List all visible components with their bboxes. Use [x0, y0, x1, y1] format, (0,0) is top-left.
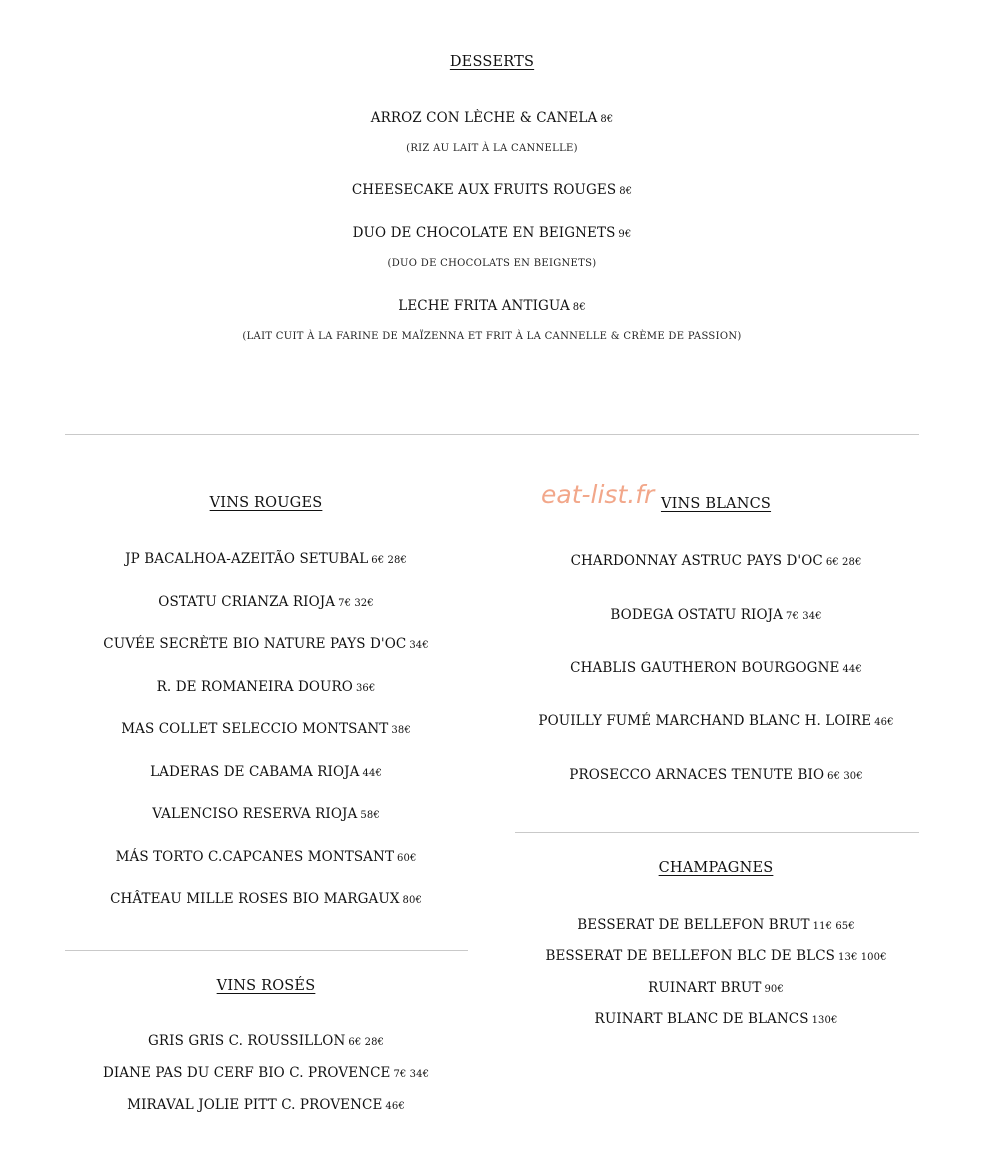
dessert-description: (LAIT CUIT À LA FARINE DE MAÏZENNA ET FRIT À LA CANNELLE & CRÈME DE PASSION): [242, 331, 742, 342]
vin-rouge-item: JP BACALHOA-AZEITÃO SETUBAL 6€ 28€: [125, 551, 407, 567]
vin-blanc-item: CHARDONNAY ASTRUC PAYS D'OC 6€ 28€: [570, 553, 862, 569]
vins-rouges-title: VINS ROUGES: [209, 495, 323, 511]
vin-rose-item: DIANE PAS DU CERF BIO C. PROVENCE 7€ 34€: [102, 1065, 430, 1081]
vin-blanc-item: PROSECCO ARNACES TENUTE BIO 6€ 30€: [569, 767, 863, 783]
champagne-item: BESSERAT DE BELLEFON BRUT 11€ 65€: [577, 917, 855, 933]
watermark-text: eat-list.fr: [541, 480, 655, 509]
champagne-item: RUINART BLANC DE BLANCS 130€: [594, 1011, 838, 1027]
vin-rouge-item: VALENCISO RESERVA RIOJA 58€: [152, 806, 380, 822]
vin-rouge-item: R. DE ROMANEIRA DOURO 36€: [156, 679, 376, 695]
champagne-item: BESSERAT DE BELLEFON BLC DE BLCS 13€ 100€: [545, 948, 887, 964]
desserts-title: DESSERTS: [449, 54, 535, 70]
section-divider: [65, 950, 468, 951]
dessert-item: CHEESECAKE AUX FRUITS ROUGES 8€: [351, 182, 633, 198]
vin-blanc-item: BODEGA OSTATU RIOJA 7€ 34€: [610, 607, 822, 623]
dessert-description: (RIZ AU LAIT À LA CANNELLE): [406, 143, 578, 154]
vin-rose-item: GRIS GRIS C. ROUSSILLON 6€ 28€: [148, 1033, 384, 1049]
vin-rouge-item: MÁS TORTO C.CAPCANES MONTSANT 60€: [115, 849, 417, 865]
vin-rouge-item: LADERAS DE CABAMA RIOJA 44€: [150, 764, 382, 780]
vin-rouge-item: MAS COLLET SELECCIO MONTSANT 38€: [121, 721, 411, 737]
vin-rouge-item: CUVÉE SECRÈTE BIO NATURE PAYS D'OC 34€: [103, 636, 429, 652]
vin-rose-item: MIRAVAL JOLIE PITT C. PROVENCE 46€: [127, 1097, 405, 1113]
champagnes-title: CHAMPAGNES: [658, 860, 774, 876]
vins-roses-title: VINS ROSÉS: [216, 978, 316, 994]
dessert-item: LECHE FRITA ANTIGUA 8€: [398, 298, 586, 314]
vin-blanc-item: POUILLY FUMÉ MARCHAND BLANC H. LOIRE 46€: [538, 713, 894, 729]
dessert-description: (DUO DE CHOCOLATS EN BEIGNETS): [387, 258, 597, 269]
vin-rouge-item: CHÂTEAU MILLE ROSES BIO MARGAUX 80€: [110, 891, 422, 907]
section-divider: [65, 434, 919, 435]
dessert-item: DUO DE CHOCOLATE EN BEIGNETS 9€: [352, 225, 632, 241]
section-divider: [515, 832, 919, 833]
vin-blanc-item: CHABLIS GAUTHERON BOURGOGNE 44€: [570, 660, 862, 676]
vins-blancs-title: VINS BLANCS: [660, 496, 772, 512]
champagne-item: RUINART BRUT 90€: [648, 980, 784, 996]
dessert-item: ARROZ CON LÈCHE & CANELA 8€: [370, 110, 614, 126]
vin-rouge-item: OSTATU CRIANZA RIOJA 7€ 32€: [158, 594, 374, 610]
